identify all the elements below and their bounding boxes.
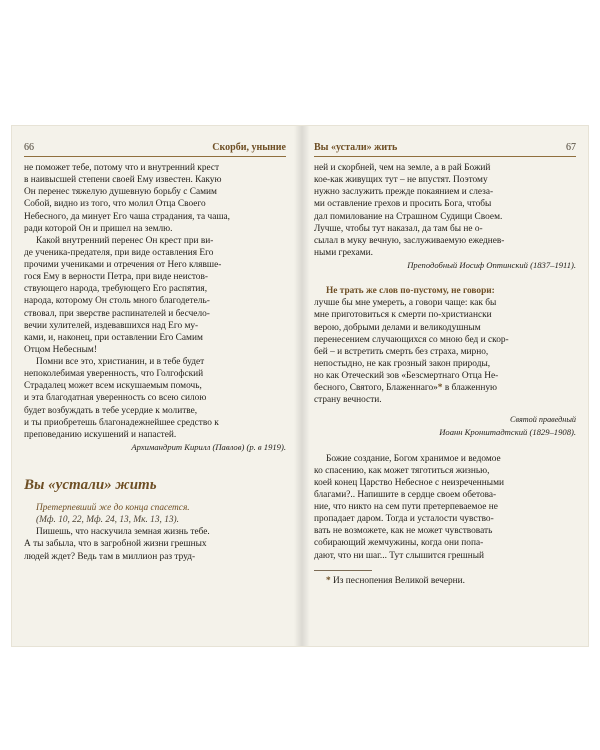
right-line: нужно заслужить прежде покаянием и слеза- <box>314 187 494 198</box>
right-line: Лучше, чтобы тут наказал, да там бы не о- <box>314 223 483 234</box>
left-line: вечии хулителей, издевавшихся над Его му- <box>24 320 199 331</box>
right-line: ко спасению, как может тяготиться жизнью, <box>314 465 490 476</box>
right-line: дал помилование на Страшном Судищи Своем. <box>314 211 503 222</box>
left-line: гося Ему в верности Петра, при виде неистов- <box>24 272 209 283</box>
left-page-text <box>24 162 286 563</box>
right-line: кое-как живущих тут – не впустят. Поэтому <box>314 175 488 186</box>
paragraph-spacer <box>314 271 576 285</box>
right-signature-2-line-1: Святой праведный <box>510 415 576 425</box>
left-line: народа, которому Он столь много благодетель- <box>24 296 210 307</box>
right-line: мне приготовиться к смерти по-христиански <box>314 310 492 321</box>
left-line: Небесного, да минует Его чаша страдания, та чаша, <box>24 211 231 222</box>
left-page <box>24 140 286 640</box>
right-line: ными грехами. <box>314 247 374 258</box>
left-line: будет возбуждать в тебе усердие к молитве, <box>24 405 198 416</box>
right-line: пропадает даром. Тогда и усталости чувство- <box>314 514 494 525</box>
right-line: лучше бы мне умереть, а говори чаще: как бы <box>314 298 497 309</box>
left-line: непоколебимая уверенность, что Голгофский <box>24 369 204 380</box>
paragraph-spacer <box>314 406 576 414</box>
left-page-number: 66 <box>24 142 34 153</box>
left-line: Помни все это, христианин, и в тебе будет <box>36 357 205 367</box>
left-line: Отцом Небесным! <box>24 344 97 355</box>
footnote-text: Из песнопения Великой вечерни. <box>333 575 466 586</box>
left-line: ствующего народа, требующего Его распятия, <box>24 284 208 295</box>
epigraph-reference: (Мф. 10, 22, Мф. 24, 13, Мк. 13, 13). <box>36 515 179 526</box>
epigraph: Претерпевший же до конца спасется. <box>36 503 190 513</box>
right-signature-2-line-2: Иоанн Кронштадтский (1829–1908). <box>439 427 576 438</box>
left-line: ствовал, при зверстве распинателей и бесчело- <box>24 308 210 319</box>
left-after-line: А ты забыла, что в загробной жизни грешных <box>24 539 207 550</box>
right-line: собирающий жемчужины, когда они попа- <box>314 538 484 549</box>
right-page <box>314 140 576 640</box>
right-signature-1: Преподобный Иосиф Оптинский (1837–1911). <box>407 260 576 270</box>
left-after-line: людей ждет? Ведь там в миллион раз труд- <box>24 551 196 562</box>
footnote-marker: * <box>326 575 331 586</box>
right-line: страну вечности. <box>314 395 382 406</box>
block2-line-part: бесного, Святого, Блаженнаго» <box>314 383 438 394</box>
book-gutter <box>294 126 310 646</box>
right-line: дают, что ни шаг... Тут слышится грешный <box>314 550 484 561</box>
left-line: ради которой Он и пришел на землю. <box>24 223 173 234</box>
right-line: но как Отеческий зов «Безсмертнаго Отца Не- <box>314 371 499 381</box>
right-line: ней и скорбней, чем на земле, а в рай Божий <box>314 163 491 173</box>
right-page-number: 67 <box>566 142 576 153</box>
left-line: преповеданию искушений и напастей. <box>24 429 177 440</box>
footnote <box>314 575 576 587</box>
left-line: Собой, видно из того, что молил Отца Своего <box>24 199 206 210</box>
footnote-marker: * <box>437 383 443 394</box>
left-line: Он перенес тяжелую душевную борьбу с Самим <box>24 187 217 198</box>
right-line: перенесением случающихся со мною бед и скор- <box>314 334 509 345</box>
right-line: непостыдно, не как грозный закон природы, <box>314 358 491 369</box>
right-page-header-title: Вы «устали» жить <box>314 142 398 153</box>
right-line <box>314 285 576 297</box>
left-after-line: Пишешь, что наскучила земная жизнь тебе. <box>36 527 210 538</box>
left-line: ками, и, наконец, при оставлении Его Самим <box>24 332 203 343</box>
left-line: и ты приобретешь благонадежнейшее средство к <box>24 417 219 428</box>
left-line: де ученика-предателя, при виде оставления Его <box>24 247 214 258</box>
left-line: и эта благодатная уверенность со всею силою <box>24 393 207 404</box>
left-page-header-title: Скорби, уныние <box>212 142 286 153</box>
left-line: Страдалец может всем искушаемым помочь, <box>24 381 202 392</box>
footnote-rule <box>314 570 372 571</box>
right-line: верою, добрыми делами и великодушным <box>314 322 481 333</box>
right-line: ми оставление грехов и просить Бога, чтобы <box>314 199 492 210</box>
right-line: коей конец Царство Небесное с неизреченными <box>314 477 504 488</box>
block2-first-line: Не трать же слов по-пустому, не говори: <box>326 286 495 297</box>
book-spread <box>12 126 588 646</box>
right-page-header <box>314 140 576 157</box>
left-line: не поможет тебе, потому что и внутренний крест <box>24 163 220 173</box>
right-line: благами?.. Напишите в сердце своем обетова- <box>314 489 497 500</box>
right-line: Божие создание, Богом хранимое и ведомое <box>326 453 501 464</box>
left-signature: Архимандрит Кирилл (Павлов) (р. в 1919). <box>131 441 286 452</box>
section-title: Вы «устали» жить <box>24 477 157 493</box>
right-line: сылал в муку вечную, заслуживаемую ежеднев- <box>314 235 505 246</box>
right-line <box>314 382 576 394</box>
right-line: ние, что никто на сем пути претерпеваемое не <box>314 502 498 512</box>
left-line: Какой внутренний перенес Он крест при ви- <box>36 235 214 246</box>
right-page-text <box>314 162 576 587</box>
block2-line-part: в блаженную <box>444 383 498 394</box>
left-line: в наивысшей степени своей Ему известен. Какую <box>24 175 222 186</box>
right-line: вать не возможете, как не может чувствовать <box>314 526 493 537</box>
right-line: бей – и встретить смерть без страха, мирно, <box>314 346 489 357</box>
left-line: прочими учениками и отречения от Него клявше- <box>24 260 222 270</box>
paragraph-spacer <box>314 439 576 453</box>
left-page-header <box>24 140 286 157</box>
